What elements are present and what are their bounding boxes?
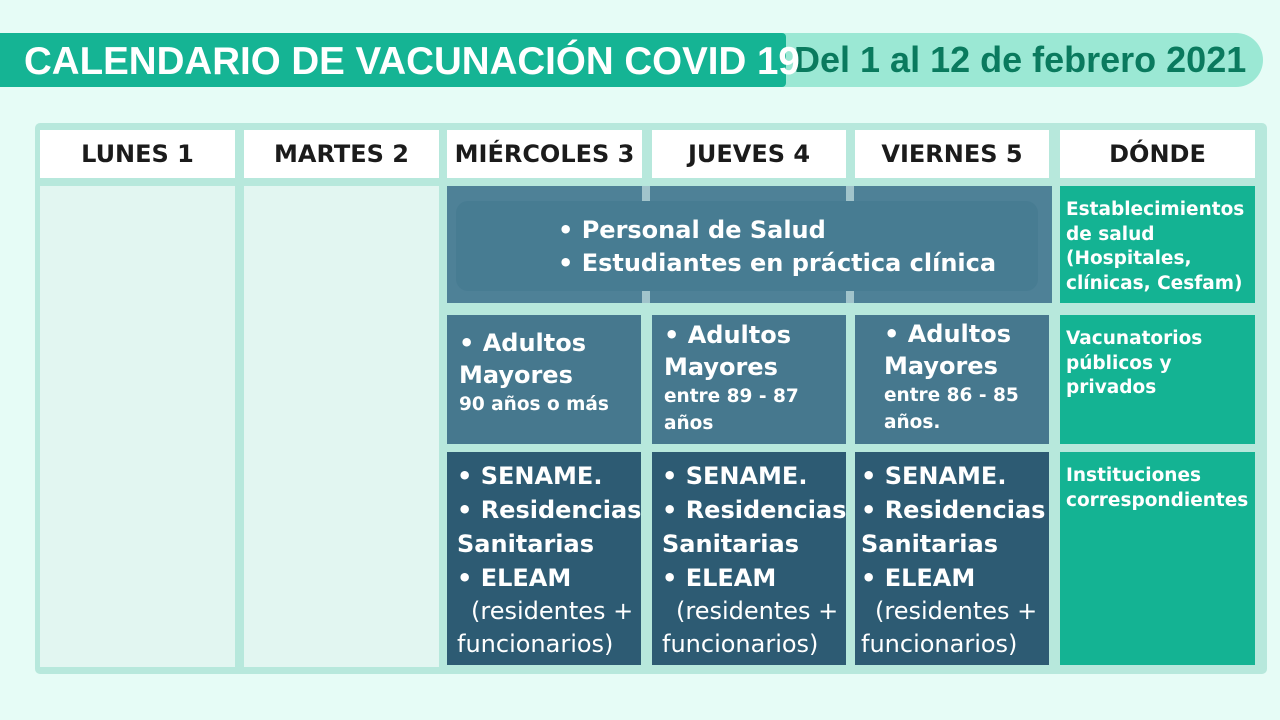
eleam-detail: (residentes + bbox=[471, 597, 634, 625]
elderly-wednesday-cell bbox=[447, 315, 641, 444]
residences-item: Sanitarias bbox=[662, 530, 800, 558]
age-range: años. bbox=[884, 412, 941, 433]
residences-item: • Residencias bbox=[861, 496, 1046, 524]
where-health-establishments: Establecimientos de salud (Hospitales, clínicas, Cesfam) bbox=[1060, 186, 1255, 303]
elderly-label: • Adultos bbox=[884, 320, 1012, 348]
eleam-item: • ELEAM bbox=[861, 564, 976, 592]
eleam-detail: funcionarios) bbox=[662, 630, 819, 658]
sename-item: • SENAME. bbox=[861, 462, 1007, 490]
where-institutions: Instituciones correspondientes bbox=[1060, 452, 1255, 665]
elderly-label: • Adultos bbox=[459, 329, 587, 357]
eleam-detail: funcionarios) bbox=[861, 630, 1018, 658]
page-title: CALENDARIO DE VACUNACIÓN COVID 19 bbox=[24, 40, 800, 83]
residences-item: Sanitarias bbox=[861, 530, 999, 558]
institutions-wednesday-cell bbox=[447, 452, 641, 665]
header-thursday: JUEVES 4 bbox=[652, 130, 846, 178]
age-range: entre 86 - 85 bbox=[884, 385, 1019, 406]
where-vaccination-centers: Vacunatorios públicos y privados bbox=[1060, 315, 1255, 444]
eleam-detail: (residentes + bbox=[875, 597, 1038, 625]
institutions-friday-cell bbox=[855, 452, 1049, 665]
elderly-friday-cell bbox=[855, 315, 1049, 444]
elderly-label: • Adultos bbox=[664, 321, 792, 349]
elderly-label: Mayores bbox=[664, 353, 778, 381]
clinical-students-item: • Estudiantes en práctica clínica bbox=[558, 249, 997, 277]
health-personnel-text bbox=[558, 214, 996, 280]
age-range: entre 89 - 87 bbox=[664, 386, 799, 407]
date-range: Del 1 al 12 de febrero 2021 bbox=[794, 39, 1247, 80]
header-friday: VIERNES 5 bbox=[855, 130, 1049, 178]
eleam-item: • ELEAM bbox=[457, 564, 572, 592]
elderly-thursday-cell bbox=[652, 315, 846, 444]
age-range: años bbox=[664, 413, 714, 434]
eleam-detail: funcionarios) bbox=[457, 630, 614, 658]
residences-item: Sanitarias bbox=[457, 530, 595, 558]
tuesday-empty-cell bbox=[244, 186, 439, 667]
health-personnel-item: • Personal de Salud bbox=[558, 216, 826, 244]
header-where: DÓNDE bbox=[1060, 130, 1255, 178]
sename-item: • SENAME. bbox=[662, 462, 808, 490]
institutions-thursday-cell bbox=[652, 452, 846, 665]
header-monday: LUNES 1 bbox=[40, 130, 235, 178]
eleam-item: • ELEAM bbox=[662, 564, 777, 592]
age-range: 90 años o más bbox=[459, 394, 609, 415]
header-tuesday: MARTES 2 bbox=[244, 130, 439, 178]
eleam-detail: (residentes + bbox=[676, 597, 839, 625]
header-wednesday: MIÉRCOLES 3 bbox=[447, 130, 642, 178]
residences-item: • Residencias bbox=[662, 496, 847, 524]
sename-item: • SENAME. bbox=[457, 462, 603, 490]
monday-empty-cell bbox=[40, 186, 235, 667]
elderly-label: Mayores bbox=[459, 361, 573, 389]
elderly-label: Mayores bbox=[884, 352, 998, 380]
residences-item: • Residencias bbox=[457, 496, 642, 524]
title-banner bbox=[0, 33, 800, 87]
